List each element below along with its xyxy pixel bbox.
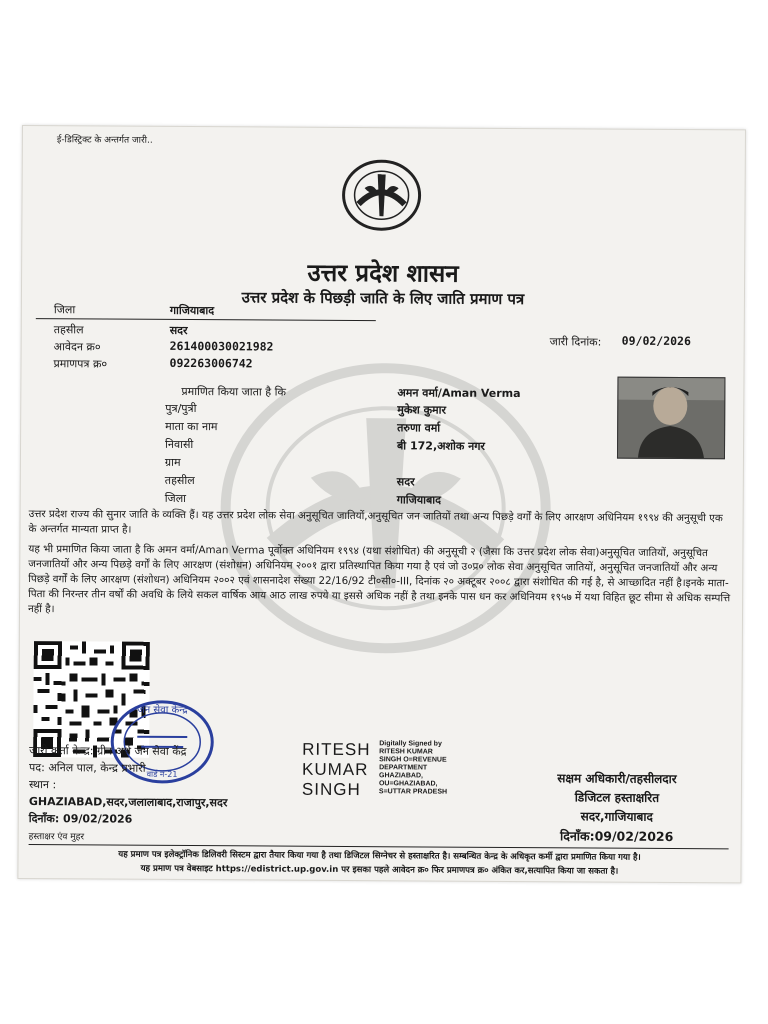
edistrict-note: ई-डिस्ट्रिक्ट के अन्तर्गत जारी.. (56, 135, 153, 146)
place-label: स्थान : (28, 778, 57, 792)
applicant-photo (617, 377, 725, 460)
stamp-text: जन सेवा केन्द्र (137, 704, 188, 717)
issuer-post: पद: अनिल पाल, केन्द्र प्रभारी (29, 761, 146, 775)
up-emblem-icon (340, 158, 422, 232)
person-name: अमन वर्मा/Aman Verma (397, 386, 521, 401)
person-district-value: गाजियाबाद (396, 493, 442, 507)
signature-detail-line: S=UTTAR PRADESH (378, 788, 448, 796)
application-no-value: 261400030021982 (169, 338, 274, 354)
officer-date: दिनाँक:09/02/2026 (559, 828, 674, 844)
mother-label: माता का नाम (165, 419, 218, 434)
stamp-code: वार्ड नं-21 (146, 769, 178, 779)
issuing-center: जारी कर्ता केन्द्र: ग्रीन अर्थ जन सेवा केंद्र (29, 744, 187, 759)
father-name: मुकेश कुमार (397, 403, 447, 417)
district-label: जिला (53, 303, 76, 317)
signature-detail-line: GHAZIABAD, (379, 772, 424, 780)
person-tehsil-value: सदर (396, 475, 415, 489)
signature-seal-label: हस्ताक्षर एंव मुहर (28, 832, 85, 843)
certificate-sheet (17, 125, 746, 883)
officer-title: सक्षम अधिकारी/तहसीलदार (557, 771, 677, 787)
officer-digital: डिजिटल हस्ताक्षरित (574, 790, 660, 805)
district-value: गाजियाबाद (169, 303, 215, 318)
signature-detail-line: RITESH KUMAR (379, 748, 433, 756)
person-district-label: जिला (164, 491, 187, 506)
signer-line-1: RITESH (302, 739, 371, 760)
paragraph-caste: उत्तर प्रदेश राज्य की सुनार जाति के व्यक्ति हैं। यह उत्तर प्रदेश लोक सेवा अनुसूचित जातियों,अनुसूचित जन जातियों तथा अन्य पिछड़े वर्गों के लिए आरक्षण अधिनियम १९९४ की अनुसूची एक के अन्तर्गत मान्यता प्राप्त है। (28, 508, 723, 536)
certificate-no-value: 092263006742 (169, 355, 253, 371)
cert-title: उत्तर प्रदेश के पिछड़ी जाति के लिए जाति प्रमाण पत्र (241, 288, 525, 309)
person-tehsil-label: तहसील (164, 473, 195, 488)
paragraph-certification: यह भी प्रमाणित किया जाता है कि अमन वर्मा/Aman Verma पूर्वोक्त अधिनियम १९९४ (यथा संशोधित) की अनुसूची २ (जैसा कि उत्तर प्रदेश लोक सेवा)अनुसूचित जातियों, अनुसूचित जनजातियों और अन्य पिछड़े वर्गों के लिए आरक्षण (संशोधन) अधिनियम २००१ द्वारा प्रतिस्थापित किया गया है एवं जो उ०प्र० लोक सेवा अनुसूचित जातियों, अनुसूचित जनजातियों और अन्य पिछड़े वर्गों के लिए आरक्षण (संशोधन) अधिनियम २००२ एवं शासनादेश संख्या 22/16/92 टी०सी०-III, दिनांक २० अक्टूबर २००८ द्वारा संशोधित की गई है, से आच्छादित नहीं है।इनके माता-पिता की निरन्तर तीन वर्षों की अवधि के लिये सकल वार्षिक आय आठ लाख रुपये या इससे अधिक नहीं है तथा इनके पास धन कर अधिनियम १९५७ में यथा विहित छूट सीमा से अधिक सम्पत्ति नहीं है। (28, 543, 731, 616)
signature-detail-line: OU=GHAZIABAD, (378, 780, 438, 788)
signer-line-2: KUMAR (302, 759, 369, 780)
place-value: GHAZIABAD,सदर,जलालाबाद,राजापुर,सदर (28, 795, 228, 810)
divider (36, 318, 376, 321)
signer-line-3: SINGH (301, 779, 361, 800)
digital-signature-detail (379, 740, 447, 796)
signature-detail-line: DEPARTMENT (379, 764, 428, 772)
resident-label: निवासी (165, 437, 194, 452)
son-of-label: पुत्र/पुत्री (165, 401, 197, 416)
certify-label: प्रमाणित किया जाता है कि (181, 384, 286, 399)
mother-name: तरुणा वर्मा (397, 421, 441, 435)
tehsil-label: तहसील (53, 323, 84, 337)
issue-date-value: 09/02/2026 (621, 333, 691, 349)
digital-signature (302, 740, 371, 800)
officer-place: सदर,गाजियाबाद (580, 809, 653, 824)
issue-date-label: जारी दिनांक: (549, 335, 602, 349)
resident-value: बी 172,अशोक नगर (397, 439, 486, 453)
signature-detail-line: SINGH O=REVENUE (379, 756, 447, 764)
footer-line-1: यह प्रमाण पत्र इलेक्ट्रॉनिक डिलिवरी सिस्टम द्वारा तैयार किया गया है तथा डिजिटल सिग्नेचर से हस्ताक्षरित है। सम्बन्धित केन्द्र के अधिकृत कर्मी द्वारा प्रमाणित किया गया है। (118, 849, 641, 863)
certificate-no-label: प्रमाणपत्र क्र० (53, 357, 108, 371)
footer-line-2: यह प्रमाण पत्र वेबसाइट https://edistrict.up.gov.in पर इसका पहले आवेदन क्र० फिर प्रमाणपत्र क्र० अंकित कर,सत्यापित किया जा सकता है। (140, 863, 619, 877)
signature-detail-line: Digitally Signed by (379, 740, 442, 748)
officer-block (507, 769, 727, 847)
tehsil-value: सदर (169, 323, 188, 338)
village-label: ग्राम (164, 455, 181, 469)
govt-title: उत्तर प्रदेश शासन (307, 258, 459, 288)
issuer-date: दिनाँक: 09/02/2026 (28, 812, 133, 826)
application-no-label: आवेदन क्र० (53, 340, 101, 354)
